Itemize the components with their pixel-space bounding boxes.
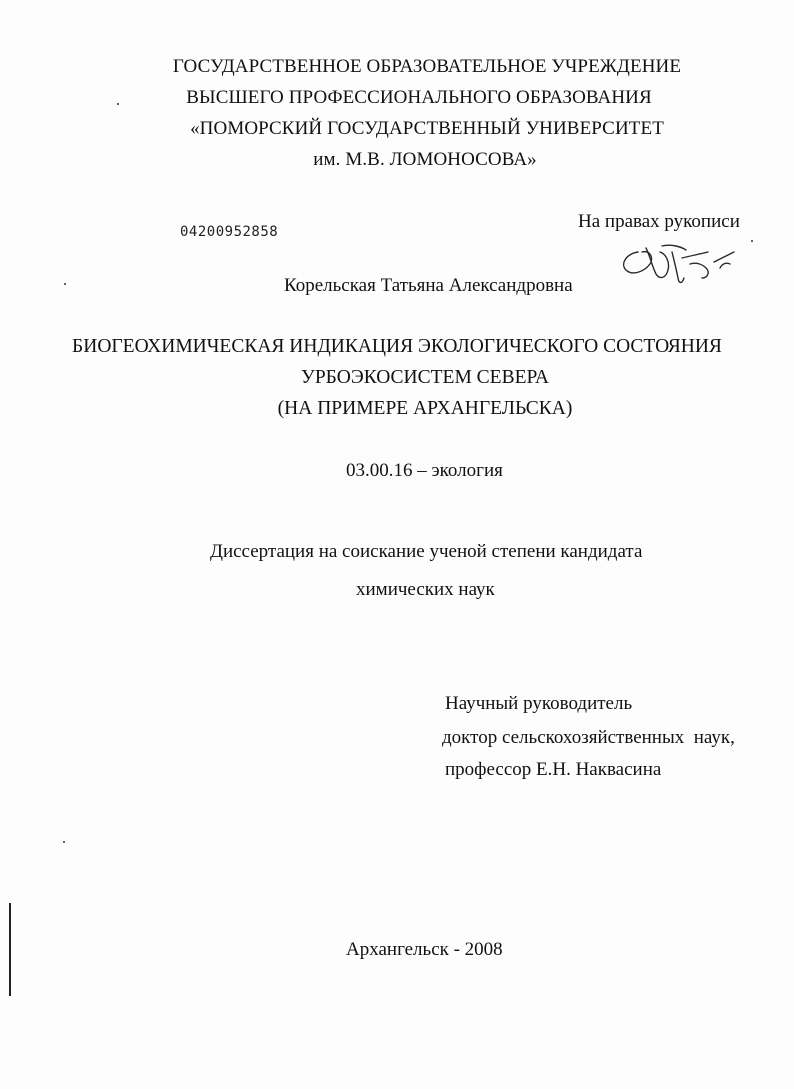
signature-image <box>616 234 756 294</box>
institution-line-3: «ПОМОРСКИЙ ГОСУДАРСТВЕННЫЙ УНИВЕРСИТЕТ <box>190 118 664 139</box>
archive-number: 04200952858 <box>180 224 279 240</box>
scan-speck <box>64 283 66 285</box>
scan-speck <box>117 103 119 105</box>
author-name: Корельская Татьяна Александровна <box>284 275 573 296</box>
supervisor-degree: доктор сельскохозяйственных наук, <box>442 727 735 748</box>
institution-line-4: им. М.В. ЛОМОНОСОВА» <box>313 149 537 170</box>
degree-line-2: химических наук <box>356 579 495 600</box>
scan-speck <box>63 841 65 843</box>
thesis-title-line-2: УРБОЭКОСИСТЕМ СЕВЕРА <box>301 367 549 388</box>
institution-line-1: ГОСУДАРСТВЕННОЕ ОБРАЗОВАТЕЛЬНОЕ УЧРЕЖДЕНИЕ <box>172 56 682 77</box>
scan-edge-mark <box>9 903 11 996</box>
scan-speck <box>751 240 753 242</box>
supervisor-name: профессор Е.Н. Наквасина <box>445 759 662 780</box>
degree-line-1: Диссертация на соискание ученой степени кандидата <box>210 541 643 562</box>
specialty-code: 03.00.16 – экология <box>346 460 503 481</box>
institution-line-2: ВЫСШЕГО ПРОФЕССИОНАЛЬНОГО ОБРАЗОВАНИЯ <box>186 87 652 108</box>
thesis-title-line-3: (НА ПРИМЕРЕ АРХАНГЕЛЬСКА) <box>277 398 573 419</box>
supervisor-heading: Научный руководитель <box>445 693 633 714</box>
thesis-title-line-1: БИОГЕОХИМИЧЕСКАЯ ИНДИКАЦИЯ ЭКОЛОГИЧЕСКОГО СОСТОЯНИЯ <box>72 336 722 357</box>
city-year: Архангельск - 2008 <box>346 939 503 960</box>
rights-note: На правах рукописи <box>578 211 740 232</box>
